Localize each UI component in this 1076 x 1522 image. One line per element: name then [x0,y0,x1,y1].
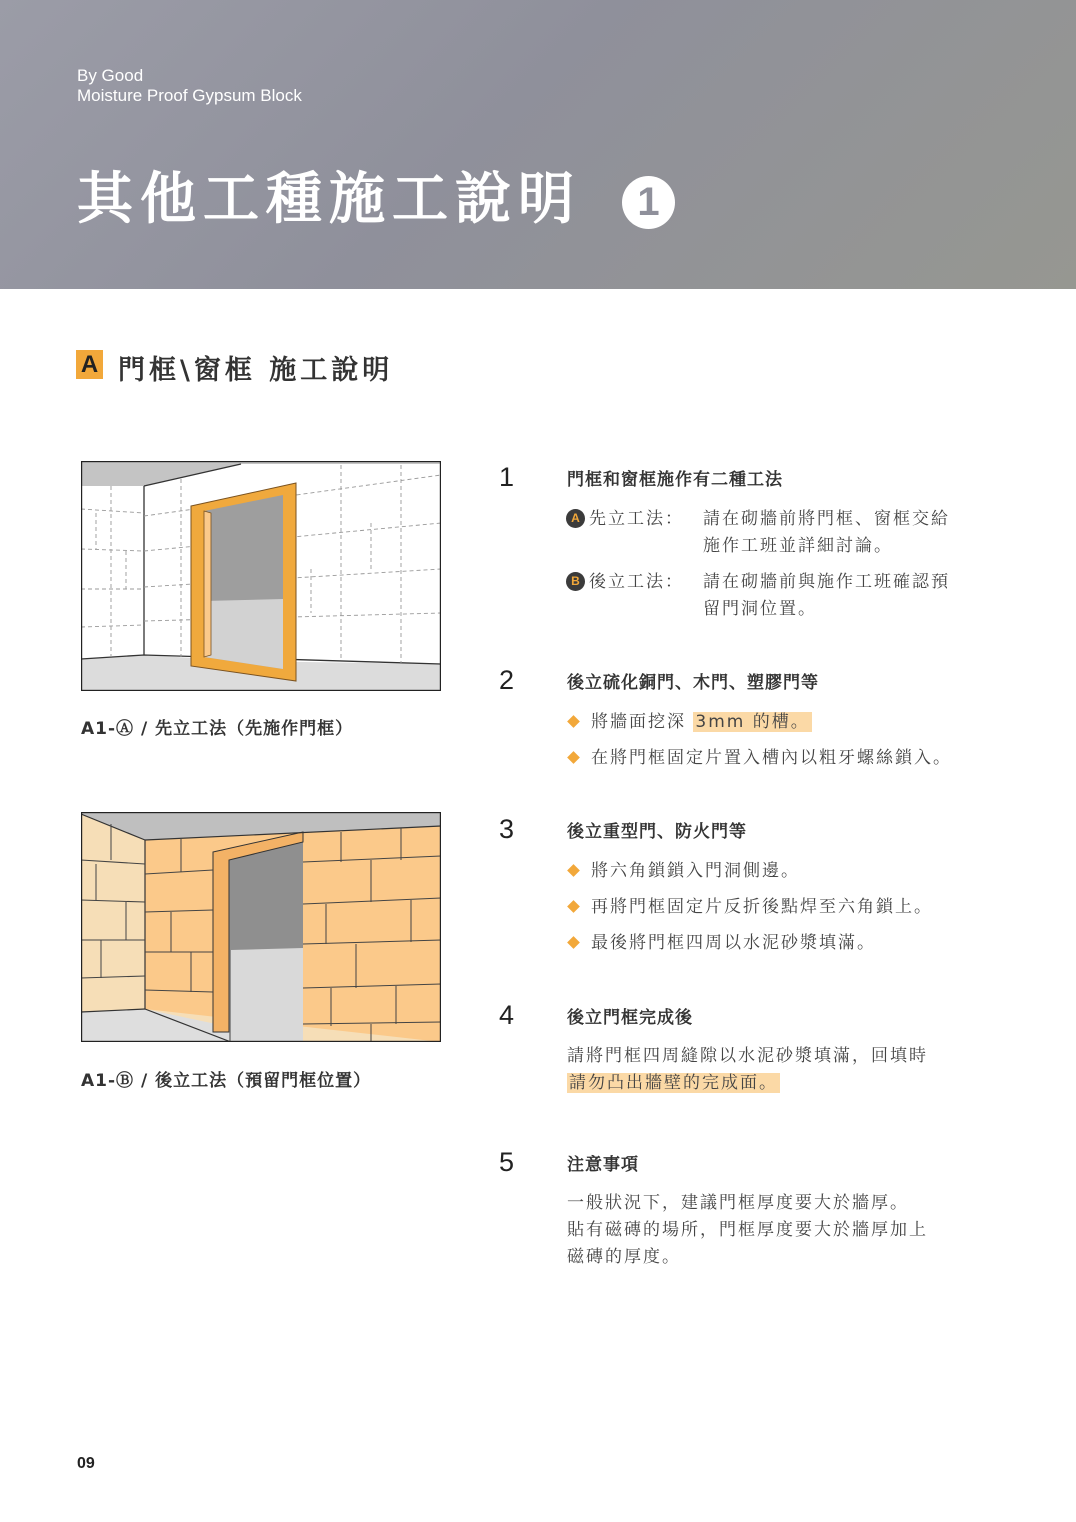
method-post-install [566,569,693,596]
figure-post-install-door-opening [81,812,441,1042]
paragraph-line: 請將門框四周縫隙以水泥砂漿填滿，回填時 [567,1046,928,1066]
step-title-4: 後立門框完成後 [567,1008,693,1028]
method-badge-a: A [566,509,585,528]
brand-product: Moisture Proof Gypsum Block [77,86,302,105]
method-label: 先立工法： [589,509,684,529]
section-title: 門框\窗框 施工說明 [118,355,394,386]
method-pre-install [566,506,693,533]
method-text-line: 施作工班並詳細討論。 [703,536,893,556]
diamond-bullet-icon [567,936,580,949]
step-title-2: 後立硫化銅門、木門、塑膠門等 [567,673,819,693]
step-title-5: 注意事項 [567,1155,639,1175]
title-number-badge: 1 [622,176,675,229]
step-number-1: 1 [499,462,515,492]
paragraph-line: 一般狀況下，建議門框厚度要大於牆厚。 [567,1193,909,1213]
diamond-bullet-icon [567,751,580,764]
section-badge: A [76,350,103,379]
bullet-item: 再將門框固定片反折後點焊至六角鎖上。 [566,895,933,919]
page-title: 其他工種施工說明 [77,167,581,232]
step-title-1: 門框和窗框施作有二種工法 [567,470,783,490]
method-text-line: 請在砌牆前與施作工班確認預 [703,572,950,592]
header-banner [0,0,1076,289]
method-text-line: 請在砌牆前將門框、窗框交給 [703,509,950,529]
bullet-item: 在將門框固定片置入槽內以粗牙螺絲鎖入。 [566,746,952,770]
figure-pre-install-door-frame [81,461,441,691]
paragraph-line: 磁磚的厚度。 [567,1247,681,1267]
bullet-item: 將牆面挖深 3mm 的槽。 [566,710,812,734]
method-badge-b: B [566,572,585,591]
diamond-bullet-icon [567,864,580,877]
highlighted-text: 3mm 的槽。 [695,712,810,732]
diamond-bullet-icon [567,715,580,728]
diamond-bullet-icon [567,900,580,913]
paragraph-line [567,1070,780,1097]
step-title-3: 後立重型門、防火門等 [567,822,747,842]
highlighted-text: 請勿凸出牆壁的完成面。 [569,1073,778,1093]
step-number-4: 4 [499,1000,515,1030]
brand-name: By Good [77,66,144,85]
paragraph-line: 貼有磁磚的場所，門框厚度要大於牆厚加上 [567,1220,928,1240]
method-label: 後立工法： [589,572,684,592]
page-number: 09 [77,1455,95,1472]
bullet-item: 最後將門框四周以水泥砂漿填滿。 [566,931,876,955]
figure-caption-post-install: A1-Ⓑ / 後立工法（預留門框位置） [81,1071,372,1091]
method-text-line: 留門洞位置。 [703,599,817,619]
step-number-5: 5 [499,1147,515,1177]
bullet-item: 將六角鎖鎖入門洞側邊。 [566,859,800,883]
figure-caption-pre-install: A1-Ⓐ / 先立工法（先施作門框） [81,719,354,739]
step-number-2: 2 [499,665,515,695]
step-number-3: 3 [499,814,515,844]
